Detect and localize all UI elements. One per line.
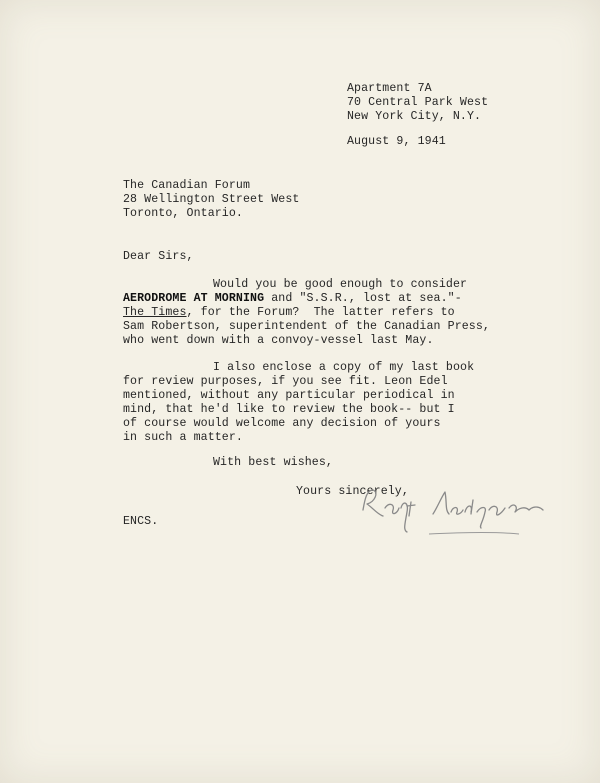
- paragraph-1-line-2-rest: and "S.S.R., lost at sea."-: [264, 292, 462, 305]
- paragraph-1-line-4: Sam Robertson, superintendent of the Canadian Press,: [123, 320, 490, 333]
- sender-address-line-2: 70 Central Park West: [347, 96, 489, 109]
- closing-wishes: With best wishes,: [213, 456, 333, 469]
- enclosure-notation: ENCS.: [123, 515, 159, 528]
- paragraph-2-line-6: in such a matter.: [123, 431, 243, 444]
- paragraph-1-line-3-rest: , for the Forum? The latter refers to: [186, 306, 455, 319]
- recipient-line-3: Toronto, Ontario.: [123, 207, 243, 220]
- paragraph-2-line-5: of course would welcome any decision of yours: [123, 417, 441, 430]
- recipient-line-2: 28 Wellington Street West: [123, 193, 300, 206]
- paragraph-1-line-5: who went down with a convoy-vessel last May.: [123, 334, 434, 347]
- paragraph-1-line-2: [123, 292, 462, 306]
- paragraph-2-line-3: mentioned, without any particular periodical in: [123, 389, 455, 402]
- publication-title-times: The Times: [123, 306, 187, 319]
- paragraph-1-line-1: Would you be good enough to consider: [213, 278, 468, 291]
- sender-address-line-1: Apartment 7A: [347, 82, 432, 95]
- letter-date: August 9, 1941: [347, 135, 446, 148]
- salutation: Dear Sirs,: [123, 250, 194, 263]
- paragraph-1-line-3: [123, 306, 455, 320]
- paragraph-2-line-2: for review purposes, if you see fit. Leon Edel: [123, 375, 448, 388]
- closing-sincerely: Yours sincerely,: [296, 485, 409, 498]
- sender-address-line-3: New York City, N.Y.: [347, 110, 482, 123]
- poem-title-aerodrome: AERODROME AT MORNING: [123, 292, 265, 305]
- handwritten-signature: [349, 478, 589, 538]
- recipient-line-1: The Canadian Forum: [123, 179, 251, 192]
- paragraph-2-line-4: mind, that he'd like to review the book-- but I: [123, 403, 455, 416]
- paragraph-2-line-1: I also enclose a copy of my last book: [213, 361, 475, 374]
